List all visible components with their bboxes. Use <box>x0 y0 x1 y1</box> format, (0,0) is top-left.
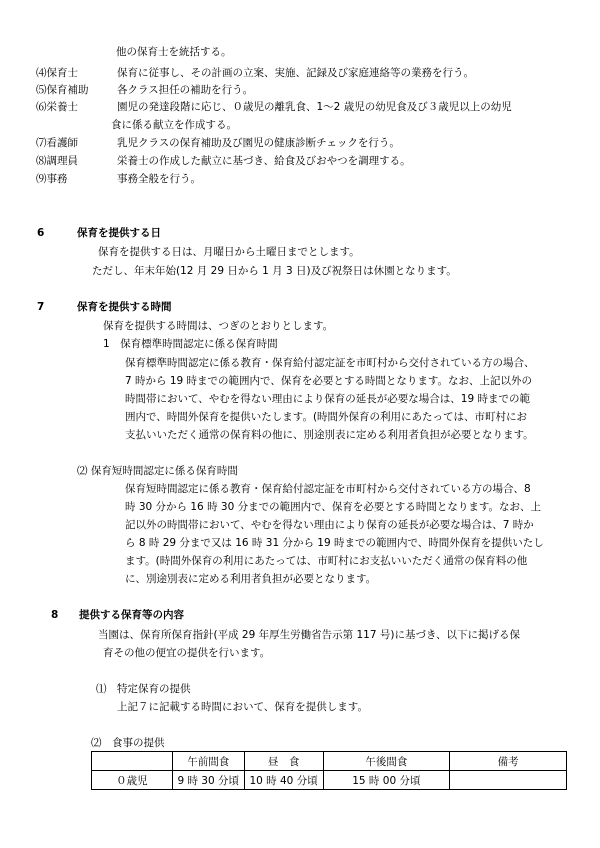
staff-role: ⑸保育補助 <box>36 84 89 96</box>
section7-sub1-line: 保育標準時間認定に係る教育・保育給付認定証を市町村から交付されている方の場合、 <box>125 357 535 369</box>
table-cell: 10 時 40 分頃 <box>244 771 323 790</box>
section7-intro: 保育を提供する時間は、つぎのとおりとします。 <box>103 320 334 332</box>
section7-sub1-line: 7 時から 19 時までの範囲内で、保育を必要とする時間となります。なお、上記以外の <box>125 375 533 387</box>
section7-sub2-line: 時 30 分から 16 時 30 分までの範囲内で、保育を必要とする時間となります。なお、上 <box>125 501 542 513</box>
table-cell: 9 時 30 分頃 <box>172 771 244 790</box>
section7-sub1-line: 囲内で、時間外保育を提供いたします。(時間外保育の利用にあたっては、市町村にお <box>125 411 528 423</box>
meal-schedule-table <box>91 751 567 790</box>
section7-sub2-line: ます。(時間外保育の利用にあたっては、市町村にお支払いいただく通常の保育料の他 <box>125 555 528 567</box>
staff-role: ⑺看護師 <box>36 137 78 149</box>
section8-sub1-heading: ⑴ 特定保育の提供 <box>96 683 191 695</box>
staff-desc: 栄養士の作成した献立に基づき、給食及びおやつを調理する。 <box>117 155 411 167</box>
section6-title: 保育を提供する日 <box>77 227 161 239</box>
table-header-cell: 午前間食 <box>172 752 244 771</box>
section7-sub1-line: 支払いいただく通常の保育料の他に、別途別表に定める利用者負担が必要となります。 <box>125 429 534 441</box>
staff-continuation: 他の保育士を統括する。 <box>116 46 232 58</box>
table-row <box>92 771 567 790</box>
table-cell: ０歳児 <box>92 771 173 790</box>
table-header-cell: 午後間食 <box>323 752 450 771</box>
section7-sub2-line: 記以外の時間帯において、やむを得ない理由により保育の延長が必要な場合は、7 時か <box>125 519 534 531</box>
staff-role: ⑼事務 <box>36 173 68 185</box>
staff-desc: 乳児クラスの保育補助及び園児の健康診断チェックを行う。 <box>117 137 400 149</box>
section8-sub1-text: 上記７に記載する時間において、保育を提供します。 <box>117 701 368 713</box>
staff-desc: 各クラス担任の補助を行う。 <box>117 84 254 96</box>
section7-sub2-heading: ⑵ 保育短時間認定に係る保育時間 <box>77 465 238 477</box>
staff-desc: 園児の発達段階に応じ、０歳児の離乳食、1～2 歳児の幼児食及び３歳児以上の幼児 <box>117 101 512 113</box>
section7-sub1-line: 時間帯において、やむを得ない理由により保育の延長が必要な場合は、19 時までの範 <box>125 393 530 405</box>
section6-line: ただし、年末年始(12 月 29 日から 1 月 3 日)及び祝祭日は休園となります。 <box>92 265 457 277</box>
table-header-cell: 備考 <box>450 752 567 771</box>
section8-line: 当園は、保育所保育指針(平成 29 年厚生労働省告示第 117 号)に基づき、以下に掲げる保 <box>98 629 521 641</box>
section7-number: 7 <box>37 301 45 313</box>
section8-line: 育その他の便宜の提供を行います。 <box>103 647 271 659</box>
section6-line: 保育を提供する日は、月曜日から土曜日までとします。 <box>98 246 360 258</box>
staff-desc: 保育に従事し、その計画の立案、実施、記録及び家庭連絡等の業務を行う。 <box>117 67 474 79</box>
table-cell <box>450 771 567 790</box>
section8-title: 提供する保育等の内容 <box>79 609 184 621</box>
section7-sub1-heading: 1 保育標準時間認定に係る保育時間 <box>103 338 278 350</box>
section8-sub2-heading: ⑵ 食事の提供 <box>91 737 165 749</box>
section8-number: 8 <box>51 609 59 621</box>
staff-role: ⑻調理員 <box>36 155 78 167</box>
staff-desc: 事務全般を行う。 <box>117 173 201 185</box>
staff-role: ⑹栄養士 <box>36 101 78 113</box>
section7-title: 保育を提供する時間 <box>77 301 172 313</box>
staff-desc: 食に係る献立を作成する。 <box>111 119 237 131</box>
section7-sub2-line: に、別途別表に定める利用者負担が必要となります。 <box>125 573 377 585</box>
staff-role: ⑷保育士 <box>36 67 78 79</box>
section7-sub2-line: 保育短時間認定に係る教育・保育給付認定証を市町村から交付されている方の場合、8 <box>125 483 531 495</box>
table-header-cell: 昼 食 <box>244 752 323 771</box>
section7-sub2-line: ら 8 時 29 分まで又は 16 時 31 分から 19 時までの範囲内で、時間外保育を提供いたし <box>125 537 544 549</box>
table-cell: 15 時 00 分頃 <box>323 771 450 790</box>
section6-number: 6 <box>37 227 45 239</box>
table-header-cell <box>92 752 173 771</box>
table-header-row <box>92 752 567 771</box>
